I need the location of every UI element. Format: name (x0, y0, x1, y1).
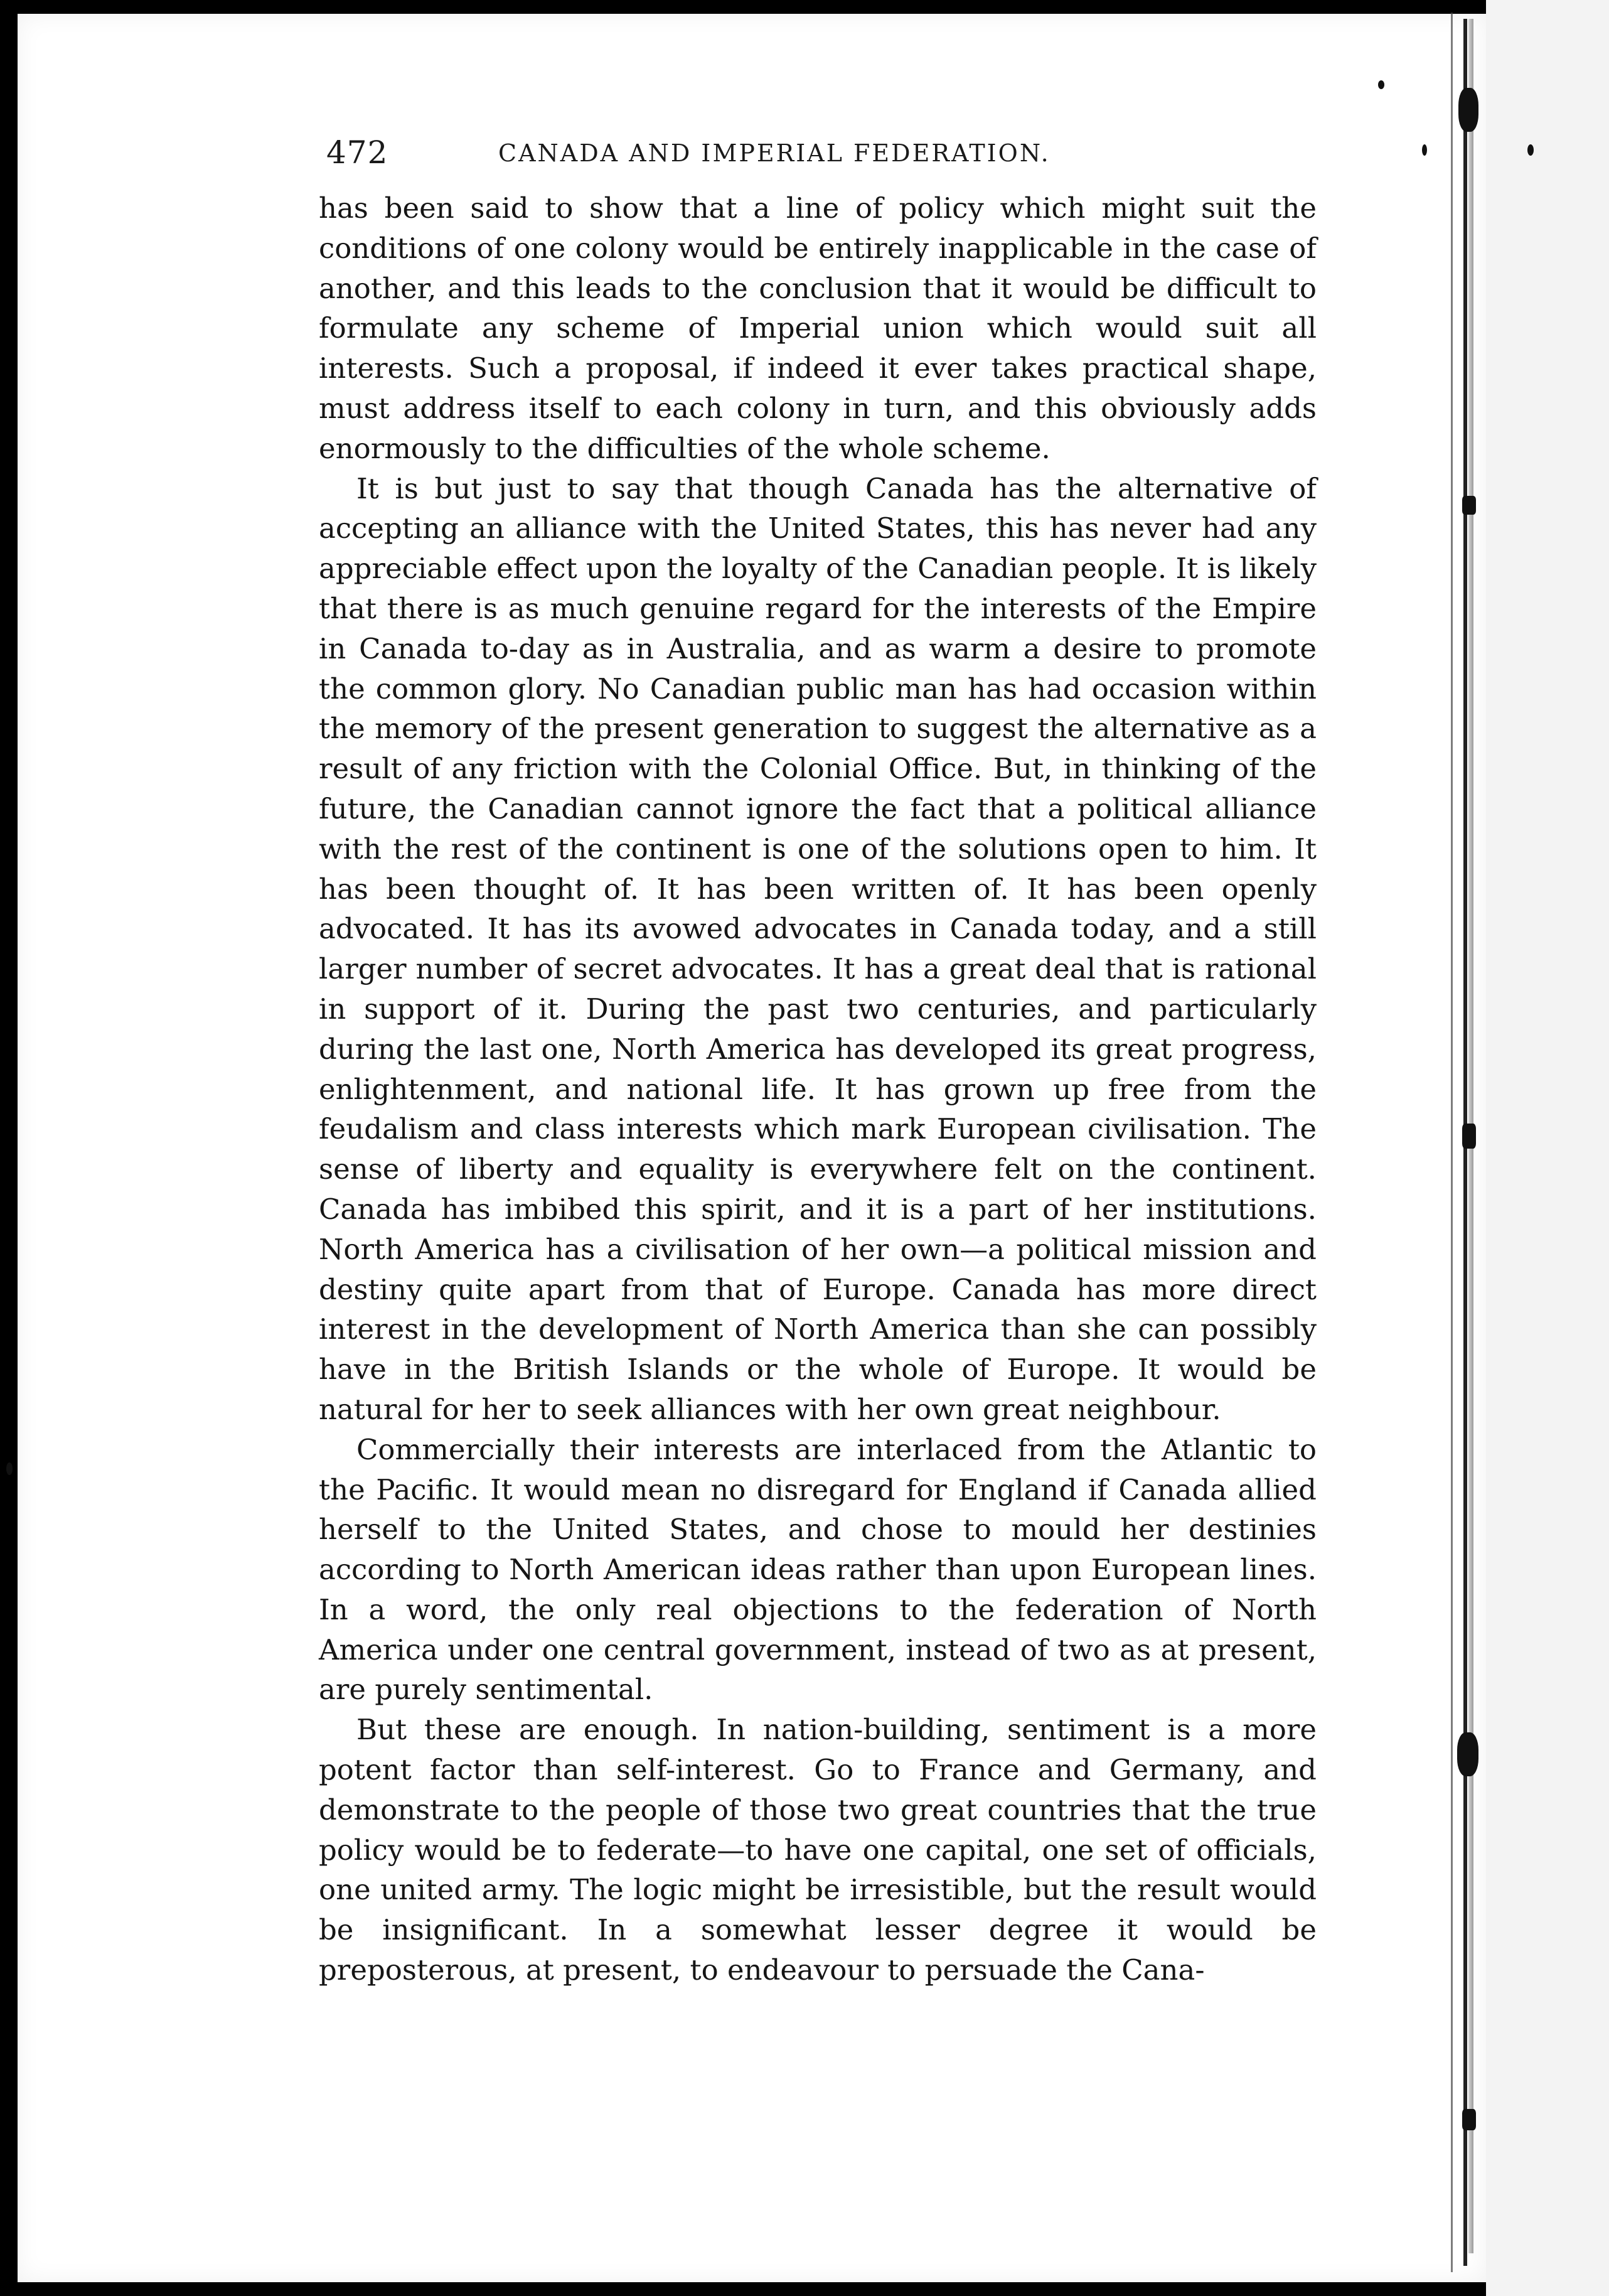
binding-line-inner (1451, 13, 1453, 2272)
page-header (326, 134, 1318, 178)
scan-speck (6, 1462, 13, 1475)
binding-ornament (1462, 1124, 1476, 1149)
body-text (319, 188, 1317, 1990)
paragraph: Commercially their interests are interlaced from the Atlantic to the Pacific. It would mean no disregard for England if Canada allied herself to the United States, and chose to mould her destinies according to North American ideas rather than upon European lines. In a word, the only real objections to the federation of North America under one central government, instead of two as at present, are purely sentimental. (319, 1432, 1317, 1707)
scan-speck (1527, 144, 1534, 156)
paragraph: But these are enough. In nation-building, sentiment is a more potent factor than self-interest. Go to France and Germany, and demonstrate to the people of those two great countries that the true policy would be to federate—to have one capital, one set of officials, one united army. The logic might be irresistible, but the result would be insignificant. In a somewhat lesser degree it would be preposterous, at present, to endeavour to persuade the Cana- (319, 1713, 1317, 1987)
binding-ornament (1462, 496, 1476, 515)
paragraph: has been said to show that a line of policy which might suit the conditions of one colony would be entirely inapplicable in the case of another, and this leads to the conclusion that it would be difficult to formulate any scheme of Imperial union which would suit all interests. Such a proposal, if indeed it ever takes practical shape, must address itself to each colony in turn, and this obviously adds enormously to the difficulties of the whole scheme. (319, 191, 1317, 465)
binding-ornament (1462, 2109, 1476, 2130)
scan-speck (1378, 80, 1384, 89)
paragraph: It is but just to say that though Canada has the alternative of accepting an alliance with the United States, this has never had any appreciable effect upon the loyalty of the Canadian people. It is likely that there is as much genuine regard for the interests of the Empire in Canada to-day as in Australia, and as warm a desire to promote the common glory. No Canadian public man has had occasion within the memory of the present generation to suggest the alternative as a result of any friction with the Colonial Office. But, in thinking of the future, the Canadian cannot ignore the fact that a political alliance with the rest of the continent is one of the solutions open to him. It has been thought of. It has been written of. It has been openly advocated. It has its avowed advocates in Canada today, and a still larger number of secret advocates. It has a great deal that is rational in support of it. During the past two centuries, and particularly during the last one, North America has developed its great progress, enlightenment, and national life. It has grown up free from the feudalism and class interests which mark European civilisation. The sense of liberty and equality is everywhere felt on the continent. Canada has imbibed this spirit, and it is a part of her institutions. North America has a civilisation of her own—a political mission and destiny quite apart from that of Europe. Canada has more direct interest in the development of North America than she can possibly have in the British Islands or the whole of Europe. It would be natural for her to seek alliances with her own great neighbour. (319, 471, 1317, 1426)
scan-speck (1422, 144, 1427, 156)
page-number: 472 (326, 134, 388, 171)
binding-margin (1486, 0, 1609, 2296)
running-head: CANADA AND IMPERIAL FEDERATION. (498, 139, 1050, 167)
binding-ornament (1458, 88, 1478, 132)
binding-ornament (1457, 1732, 1478, 1776)
